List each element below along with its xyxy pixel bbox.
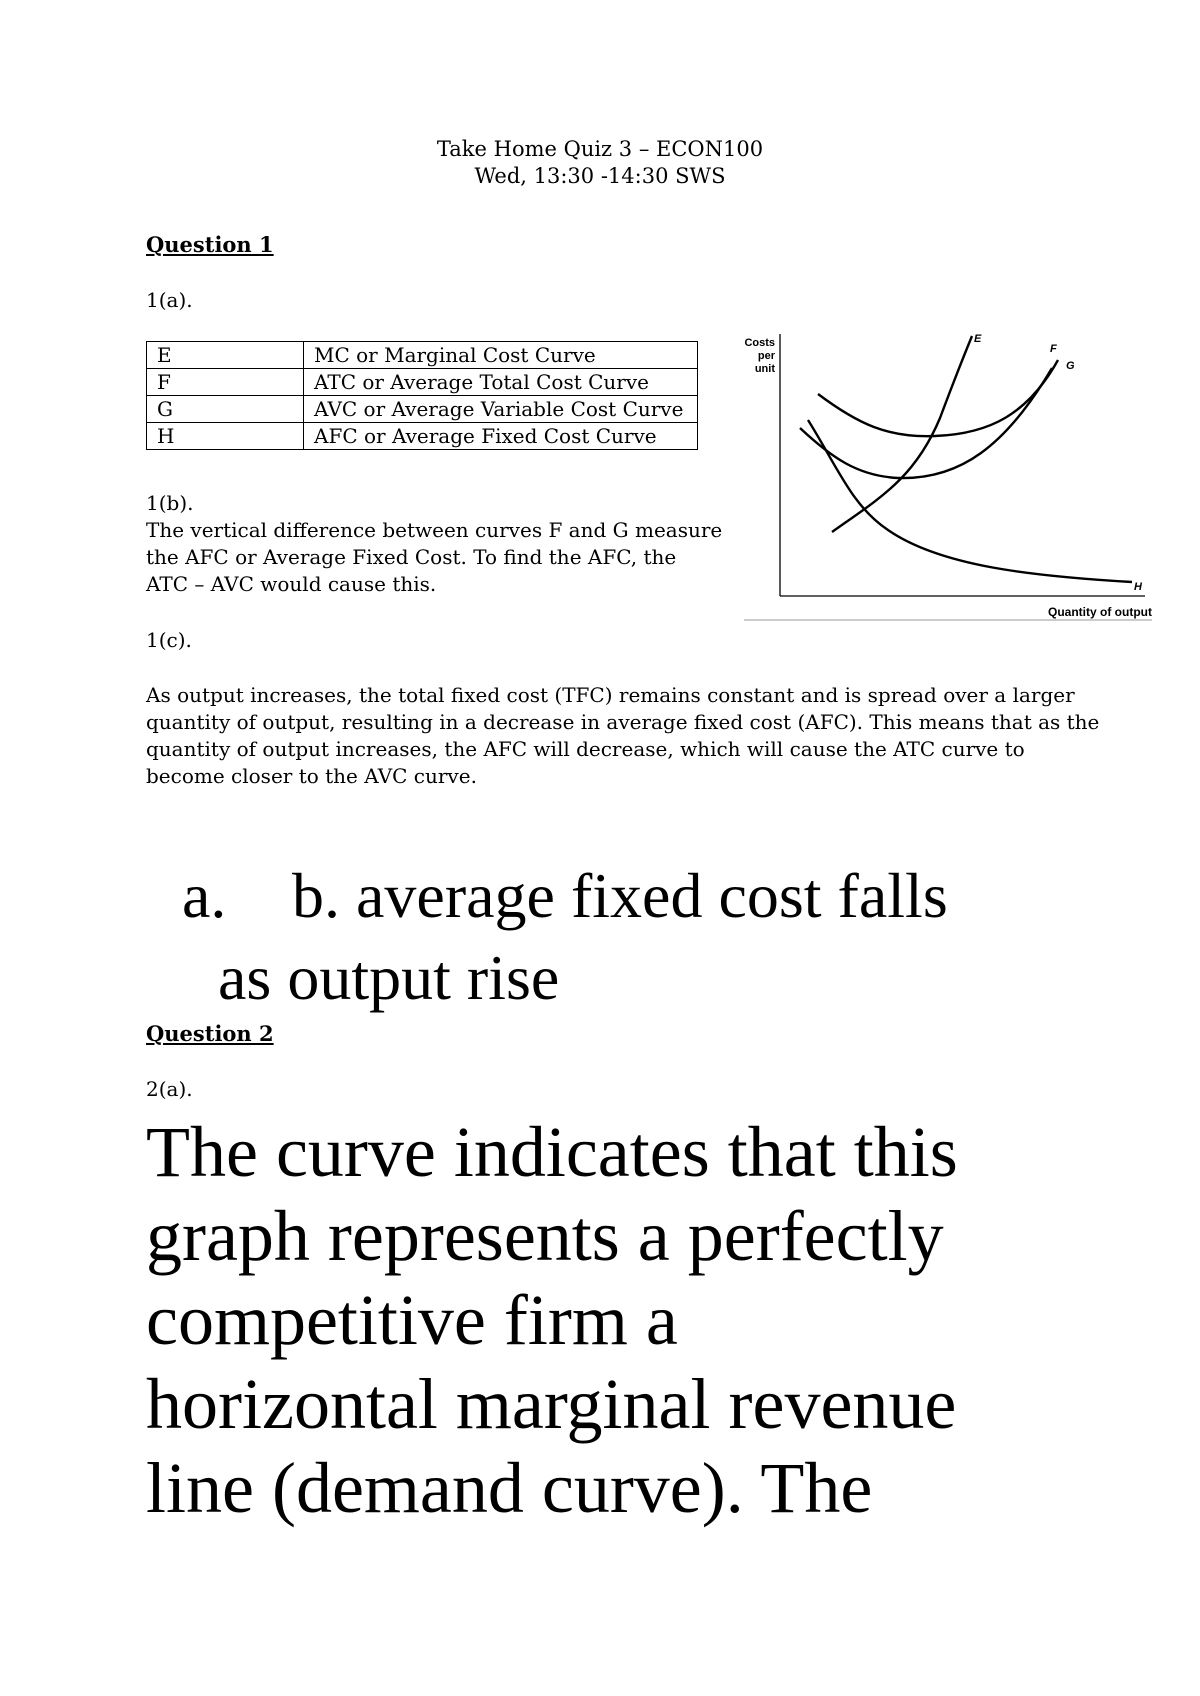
cost-curves-chart [740,328,1160,628]
part-1a-label: 1(a). [146,288,193,312]
page-subtitle: Wed, 13:30 -14:30 SWS [474,164,726,188]
part-1b-label: 1(b). [146,491,194,515]
part-1c-label: 1(c). [146,628,192,652]
table-cell-desc: AFC or Average Fixed Cost Curve [304,423,698,450]
curve-label-f: F [1050,343,1057,355]
y-axis-label: Costs [744,337,775,349]
x-axis-label: Quantity of output [1048,605,1152,619]
table-cell-desc: ATC or Average Total Cost Curve [304,369,698,396]
curve-label-g: G [1066,360,1075,372]
cost-curve-table [146,341,698,450]
y-axis-label: per [757,350,775,362]
part-2a-label: 2(a). [146,1077,193,1101]
part-1b-line: ATC – AVC would cause this. [146,572,437,596]
part-1c-line: As output increases, the total fixed cost (TFC) remains constant and is spread over a larger [146,683,1075,707]
table-row [147,423,698,450]
curve-label-e: E [974,333,982,345]
part-1b-line: the AFC or Average Fixed Cost. To find the AFC, the [146,545,677,569]
table-cell-letter: G [147,396,304,423]
table-row [147,342,698,369]
table-cell-letter: F [147,369,304,396]
y-axis-label: unit [754,363,775,375]
answer-marker: a. [182,860,227,931]
part-2a-line: line (demand curve). The [146,1448,873,1528]
answer-line: as output rise [218,942,560,1013]
table-cell-letter: H [147,423,304,450]
page-title: Take Home Quiz 3 – ECON100 [436,137,764,161]
table-cell-letter: E [147,342,304,369]
table-row [147,396,698,423]
table-cell-desc: MC or Marginal Cost Curve [304,342,698,369]
part-2a-line: horizontal marginal revenue [146,1364,957,1444]
table-row [147,369,698,396]
question-1-heading: Question 1 [146,232,274,257]
curve-label-h: H [1134,581,1142,593]
part-1c-line: quantity of output increases, the AFC will decrease, which will cause the ATC curve to [146,737,1025,761]
part-1c-line: quantity of output, resulting in a decrease in average fixed cost (AFC). This means that as the [146,710,1100,734]
question-2-heading: Question 2 [146,1021,274,1046]
answer-line: b. average fixed cost falls [292,860,948,931]
part-1b-line: The vertical difference between curves F and G measure [146,518,723,542]
series-line-h [808,420,1132,582]
part-2a-line: graph represents a perfectly [146,1196,944,1276]
part-1c-line: become closer to the AVC curve. [146,764,477,788]
part-2a-line: The curve indicates that this [146,1112,958,1192]
part-2a-line: competitive firm a [146,1280,678,1360]
table-cell-desc: AVC or Average Variable Cost Curve [304,396,698,423]
series-line-g [800,368,1052,478]
